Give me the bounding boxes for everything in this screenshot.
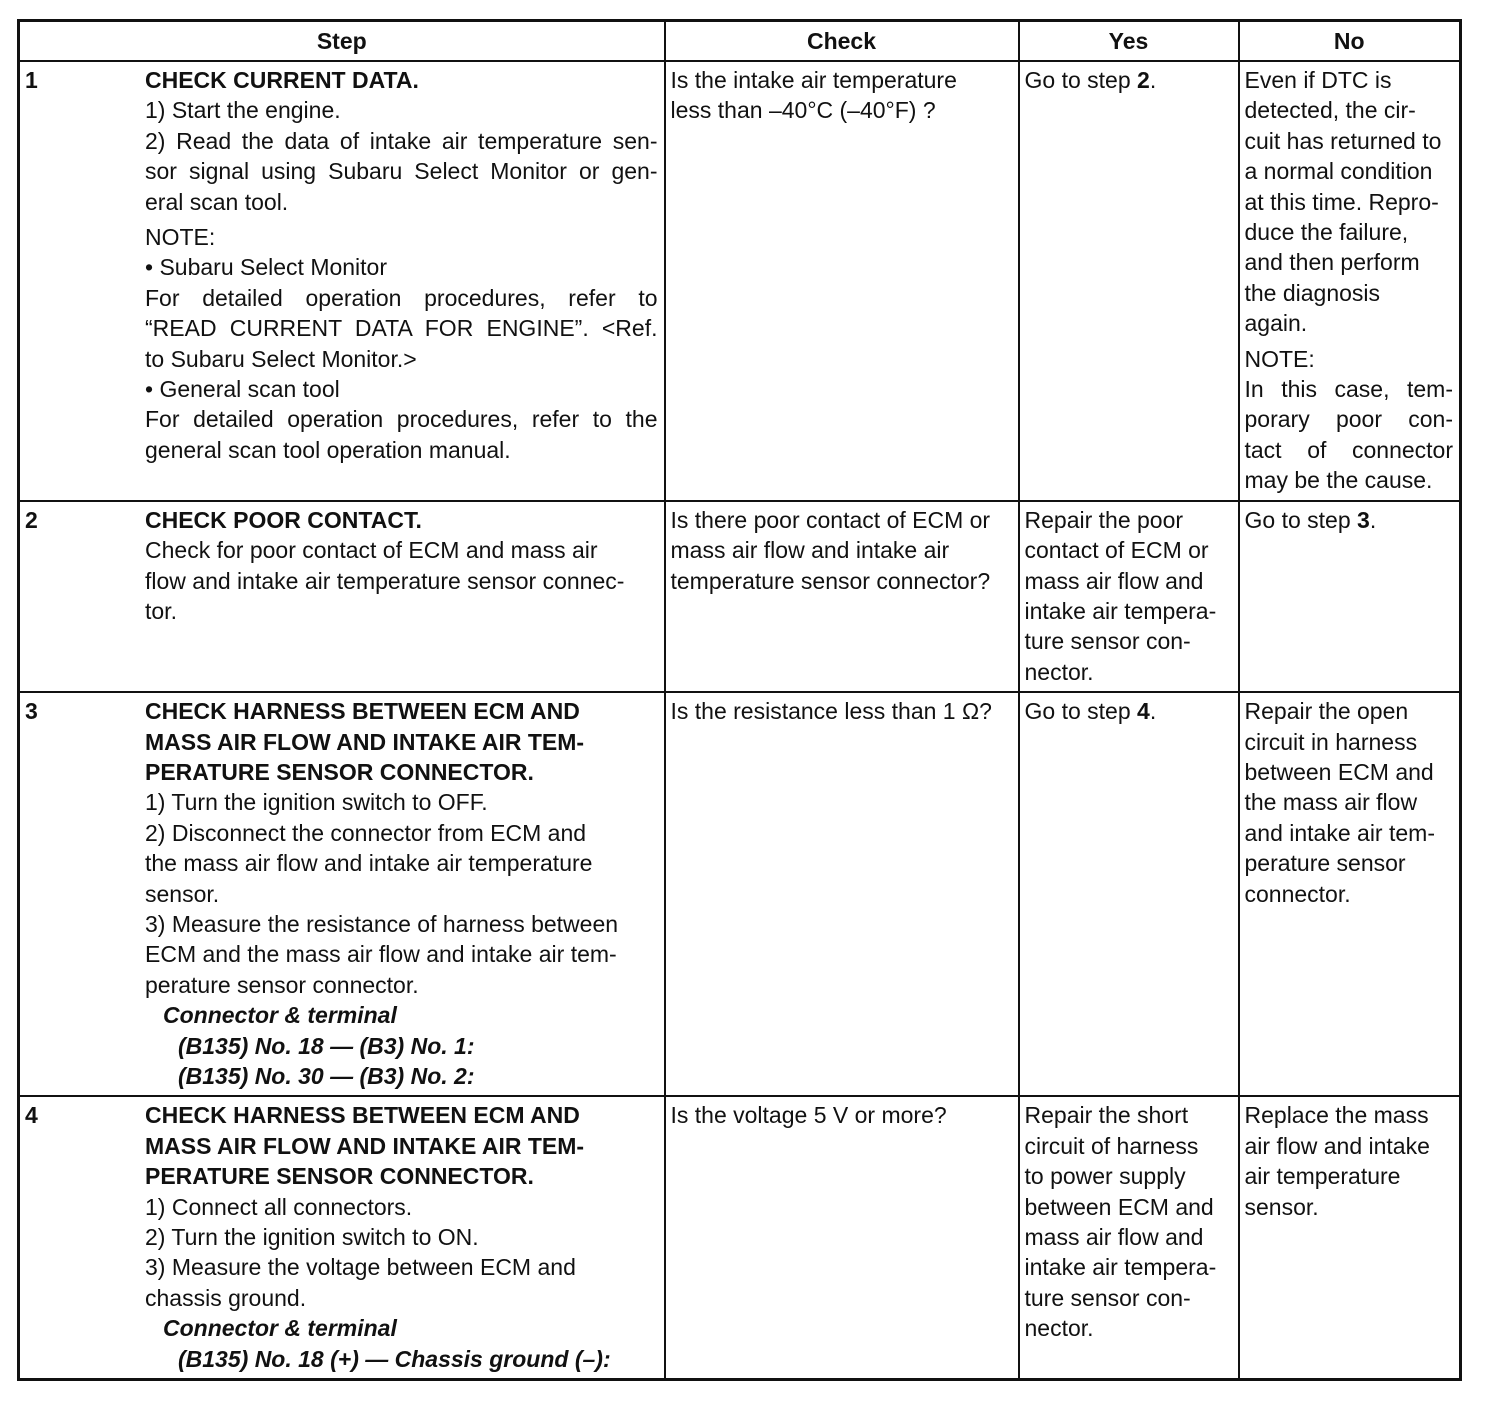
step-line: chassis ground.: [145, 1284, 307, 1311]
step-line: flow and intake air temperature sensor connec-: [145, 567, 625, 594]
table-row: [19, 61, 1461, 501]
yes-cell: [1019, 501, 1239, 692]
check-line: Is the voltage 5 V or more?: [670, 1102, 947, 1129]
yes-suffix: .: [1149, 67, 1157, 93]
no-line: connector.: [1244, 880, 1351, 907]
check-line: Is the intake air temperature: [670, 67, 957, 93]
yes-text: Go to step: [1024, 698, 1138, 725]
no-line: Even if DTC is: [1244, 67, 1392, 93]
no-line: and intake air tem-: [1244, 819, 1435, 846]
step-line: • Subaru Select Monitor: [145, 254, 388, 281]
step-cell: [19, 61, 665, 501]
step-number: 2: [25, 506, 38, 533]
table-row: [19, 1096, 1461, 1379]
step-line: 2) Read the data of intake air temperature sen-: [145, 127, 658, 154]
step-line: For detailed operation procedures, refer to the: [145, 406, 658, 433]
no-line: air flow and intake: [1244, 1132, 1430, 1159]
no-line: cuit has returned to: [1244, 127, 1442, 154]
step-line: sor signal using Subaru Select Monitor or gen-: [145, 158, 658, 185]
yes-line: circuit of harness: [1024, 1132, 1199, 1159]
yes-line: between ECM and: [1024, 1193, 1214, 1220]
step-line: For detailed operation procedures, refer to: [145, 284, 658, 311]
step-title: CHECK HARNESS BETWEEN ECM AND: [145, 698, 580, 725]
step-line: ECM and the mass air flow and intake air tem-: [145, 941, 617, 968]
yes-step-ref: 2: [1137, 67, 1150, 93]
no-line: again.: [1244, 310, 1308, 337]
no-line: perature sensor: [1244, 850, 1406, 877]
check-line: Is the resistance less than 1 Ω?: [670, 698, 992, 725]
check-cell: [665, 692, 1019, 1096]
diagnostic-table: [17, 19, 1462, 1381]
no-cell: [1239, 692, 1461, 1096]
yes-line: Repair the short: [1024, 1102, 1189, 1129]
no-line: may be the cause.: [1244, 467, 1433, 494]
yes-line: intake air tempera-: [1024, 1254, 1217, 1281]
step-title: CHECK POOR CONTACT.: [145, 506, 422, 533]
no-line: sensor.: [1244, 1193, 1319, 1220]
yes-line: to power supply: [1024, 1163, 1186, 1190]
step-number: 1: [25, 67, 38, 93]
check-cell: [665, 1096, 1019, 1379]
yes-line: mass air flow and: [1024, 1224, 1204, 1251]
step-title: MASS AIR FLOW AND INTAKE AIR TEM-: [145, 728, 585, 755]
yes-step-ref: 4: [1137, 698, 1150, 725]
no-cell: [1239, 501, 1461, 692]
no-cell: [1239, 1096, 1461, 1379]
yes-text: Go to step: [1024, 67, 1138, 93]
yes-line: ture sensor con-: [1024, 628, 1191, 655]
header-yes: Yes: [1019, 21, 1239, 62]
yes-line: contact of ECM or: [1024, 537, 1209, 564]
no-line: duce the failure,: [1244, 219, 1409, 246]
no-cell: [1239, 61, 1461, 501]
yes-line: Repair the poor: [1024, 506, 1184, 533]
step-line: Check for poor contact of ECM and mass air: [145, 537, 598, 564]
step-line: general scan tool operation manual.: [145, 436, 511, 463]
check-line: mass air flow and intake air: [670, 537, 950, 564]
no-line: tact of connector: [1244, 436, 1453, 463]
connector-terminal-label: Connector & terminal: [163, 1315, 397, 1342]
check-cell: [665, 501, 1019, 692]
header-check: Check: [665, 21, 1019, 62]
step-line: tor.: [145, 597, 177, 624]
check-line: Is there poor contact of ECM or: [670, 506, 991, 533]
header-no: No: [1239, 21, 1461, 62]
no-line: between ECM and: [1244, 758, 1434, 785]
no-suffix: .: [1369, 506, 1377, 533]
yes-line: ture sensor con-: [1024, 1284, 1191, 1311]
yes-line: nector.: [1024, 658, 1094, 685]
no-line: at this time. Repro-: [1244, 188, 1439, 215]
step-line: perature sensor connector.: [145, 971, 419, 998]
table-row: [19, 501, 1461, 692]
check-line: temperature sensor connector?: [670, 567, 991, 594]
header-row: [19, 21, 1461, 62]
step-cell: [19, 1096, 665, 1379]
step-line: 2) Turn the ignition switch to ON.: [145, 1224, 479, 1251]
step-line: 3) Measure the voltage between ECM and: [145, 1254, 576, 1281]
yes-line: mass air flow and: [1024, 567, 1204, 594]
yes-cell: [1019, 692, 1239, 1096]
note-label: NOTE:: [1244, 345, 1315, 372]
step-line: to Subaru Select Monitor.>: [145, 345, 417, 372]
step-title: PERATURE SENSOR CONNECTOR.: [145, 758, 534, 785]
step-title: CHECK HARNESS BETWEEN ECM AND: [145, 1102, 580, 1129]
check-cell: [665, 61, 1019, 501]
connector-terminal-spec: (B135) No. 18 (+) — Chassis ground (–):: [178, 1345, 611, 1372]
no-line: In this case, tem-: [1244, 376, 1453, 403]
step-line: • General scan tool: [145, 376, 340, 403]
step-line: 1) Turn the ignition switch to OFF.: [145, 789, 488, 816]
no-line: the mass air flow: [1244, 789, 1418, 816]
no-line: circuit in harness: [1244, 728, 1418, 755]
step-title: MASS AIR FLOW AND INTAKE AIR TEM-: [145, 1132, 585, 1159]
no-line: Repair the open: [1244, 698, 1409, 725]
yes-cell: [1019, 61, 1239, 501]
header-step: Step: [19, 21, 665, 62]
no-step-ref: 3: [1357, 506, 1370, 533]
no-line: Replace the mass: [1244, 1102, 1429, 1129]
yes-cell: [1019, 1096, 1239, 1379]
step-number: 3: [25, 698, 38, 725]
connector-terminal-spec: (B135) No. 18 — (B3) No. 1:: [178, 1032, 475, 1059]
no-text: Go to step: [1244, 506, 1358, 533]
no-line: detected, the cir-: [1244, 97, 1416, 124]
no-line: air temperature: [1244, 1163, 1401, 1190]
no-line: a normal condition: [1244, 158, 1433, 185]
check-line: less than –40°C (–40°F) ?: [670, 97, 936, 124]
step-line: “READ CURRENT DATA FOR ENGINE”. <Ref.: [145, 315, 658, 342]
step-cell: [19, 692, 665, 1096]
step-line: the mass air flow and intake air temperature: [145, 850, 593, 877]
step-number: 4: [25, 1102, 38, 1129]
no-line: and then perform: [1244, 249, 1420, 276]
step-line: 1) Start the engine.: [145, 97, 341, 124]
step-cell: [19, 501, 665, 692]
step-line: eral scan tool.: [145, 188, 289, 215]
note-label: NOTE:: [145, 224, 216, 251]
yes-suffix: .: [1149, 698, 1157, 725]
no-line: the diagnosis: [1244, 279, 1381, 306]
table-row: [19, 692, 1461, 1096]
step-line: 1) Connect all connectors.: [145, 1193, 413, 1220]
step-line: 2) Disconnect the connector from ECM and: [145, 819, 587, 846]
connector-terminal-spec: (B135) No. 30 — (B3) No. 2:: [178, 1063, 475, 1089]
step-line: sensor.: [145, 880, 220, 907]
step-title: PERATURE SENSOR CONNECTOR.: [145, 1163, 534, 1190]
step-line: 3) Measure the resistance of harness between: [145, 910, 619, 937]
connector-terminal-label: Connector & terminal: [163, 1002, 397, 1029]
yes-line: nector.: [1024, 1315, 1094, 1342]
no-line: porary poor con-: [1244, 406, 1453, 433]
step-title: CHECK CURRENT DATA.: [145, 67, 419, 93]
yes-line: intake air tempera-: [1024, 597, 1217, 624]
